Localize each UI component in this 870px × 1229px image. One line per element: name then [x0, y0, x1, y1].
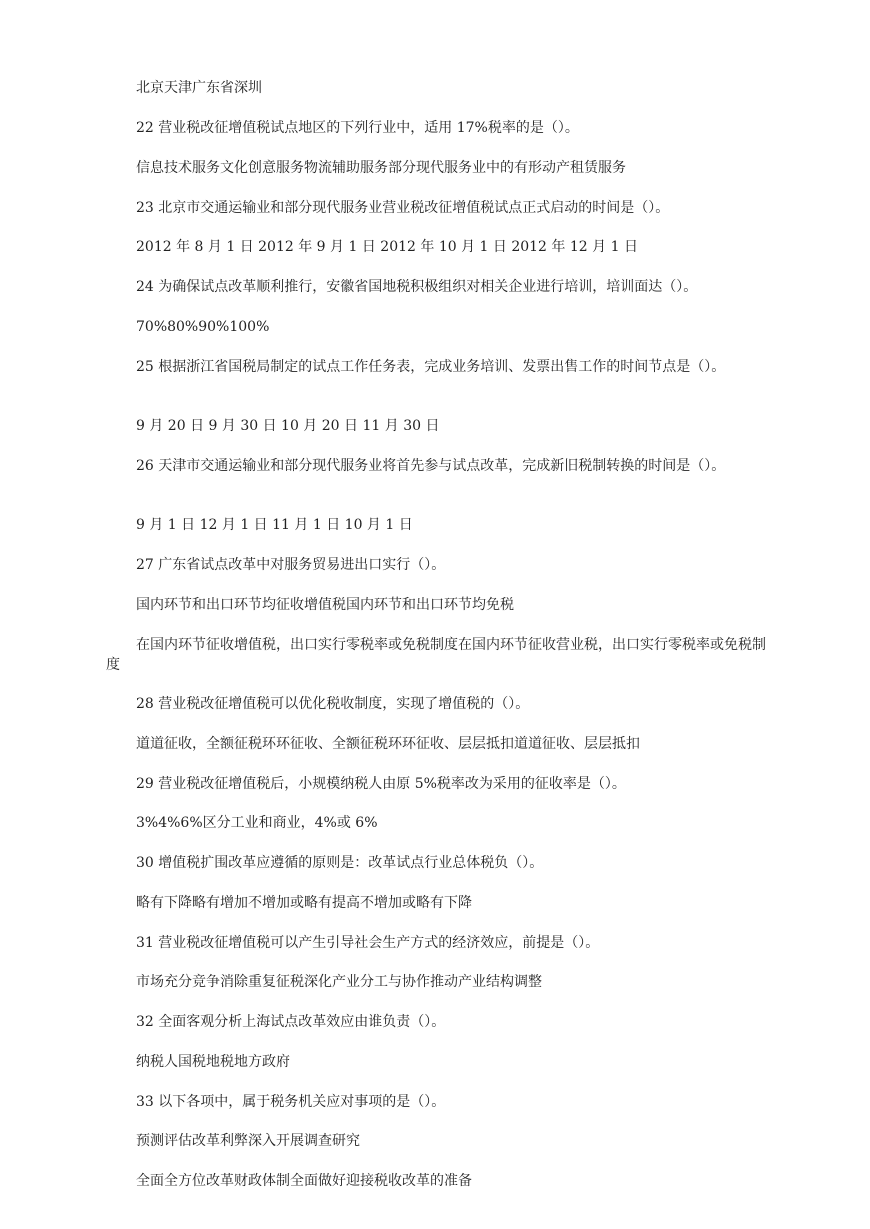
question-29: 29 营业税改征增值税后，小规模纳税人由原 5%税率改为采用的征收率是（）。 — [136, 776, 626, 792]
question-33: 33 以下各项中，属于税务机关应对事项的是（）。 — [136, 1094, 446, 1110]
question-28: 28 营业税改征增值税可以优化税收制度，实现了增值税的（）。 — [136, 696, 530, 712]
answer-options-25: 9 月 20 日 9 月 30 日 10 月 20 日 11 月 30 日 — [136, 418, 440, 434]
answer-options-33b: 全面全方位改革财政体制全面做好迎接税收改革的准备 — [136, 1173, 472, 1189]
answer-options-29: 3%4%6%区分工业和商业，4%或 6% — [136, 815, 378, 831]
answer-options-22: 信息技术服务文化创意服务物流辅助服务部分现代服务业中的有形动产租赁服务 — [136, 160, 626, 176]
answer-options-30: 略有下降略有增加不增加或略有提高不增加或略有下降 — [136, 895, 472, 911]
answer-options-24: 70%80%90%100% — [136, 319, 270, 335]
question-27: 27 广东省试点改革中对服务贸易进出口实行（）。 — [136, 557, 446, 573]
answer-options-27a: 国内环节和出口环节均征收增值税国内环节和出口环节均免税 — [136, 597, 514, 613]
answer-options-26: 9 月 1 日 12 月 1 日 11 月 1 日 10 月 1 日 — [136, 517, 413, 533]
question-26: 26 天津市交通运输业和部分现代服务业将首先参与试点改革，完成新旧税制转换的时间是（）。 — [136, 458, 726, 474]
question-23: 23 北京市交通运输业和部分现代服务业营业税改征增值税试点正式启动的时间是（）。 — [136, 200, 670, 216]
question-32: 32 全面客观分析上海试点改革效应由谁负责（）。 — [136, 1014, 446, 1030]
question-24: 24 为确保试点改革顺利推行，安徽省国地税积极组织对相关企业进行培训，培训面达（）。 — [136, 279, 698, 295]
question-25: 25 根据浙江省国税局制定的试点工作任务表，完成业务培训、发票出售工作的时间节点是（）。 — [136, 359, 726, 375]
question-31: 31 营业税改征增值税可以产生引导社会生产方式的经济效应，前提是（）。 — [136, 935, 600, 951]
answer-options-31: 市场充分竞争消除重复征税深化产业分工与协作推动产业结构调整 — [136, 974, 542, 990]
answer-options-23: 2012 年 8 月 1 日 2012 年 9 月 1 日 2012 年 10 月 1 日 2012 年 12 月 1 日 — [136, 239, 638, 255]
answer-options-21: 北京天津广东省深圳 — [136, 80, 262, 96]
question-30: 30 增值税扩围改革应遵循的原则是：改革试点行业总体税负（）。 — [136, 855, 544, 871]
answer-options-27b: 在国内环节征收增值税，出口实行零税率或免税制度在国内环节征收营业税，出口实行零税率或免税制度 — [106, 637, 766, 673]
question-22: 22 营业税改征增值税试点地区的下列行业中，适用 17%税率的是（）。 — [136, 120, 579, 136]
answer-options-33a: 预测评估改革利弊深入开展调查研究 — [136, 1133, 360, 1149]
answer-options-32: 纳税人国税地税地方政府 — [136, 1054, 290, 1070]
answer-options-28: 道道征收，全额征税环环征收、全额征税环环征收、层层抵扣道道征收、层层抵扣 — [136, 736, 640, 752]
